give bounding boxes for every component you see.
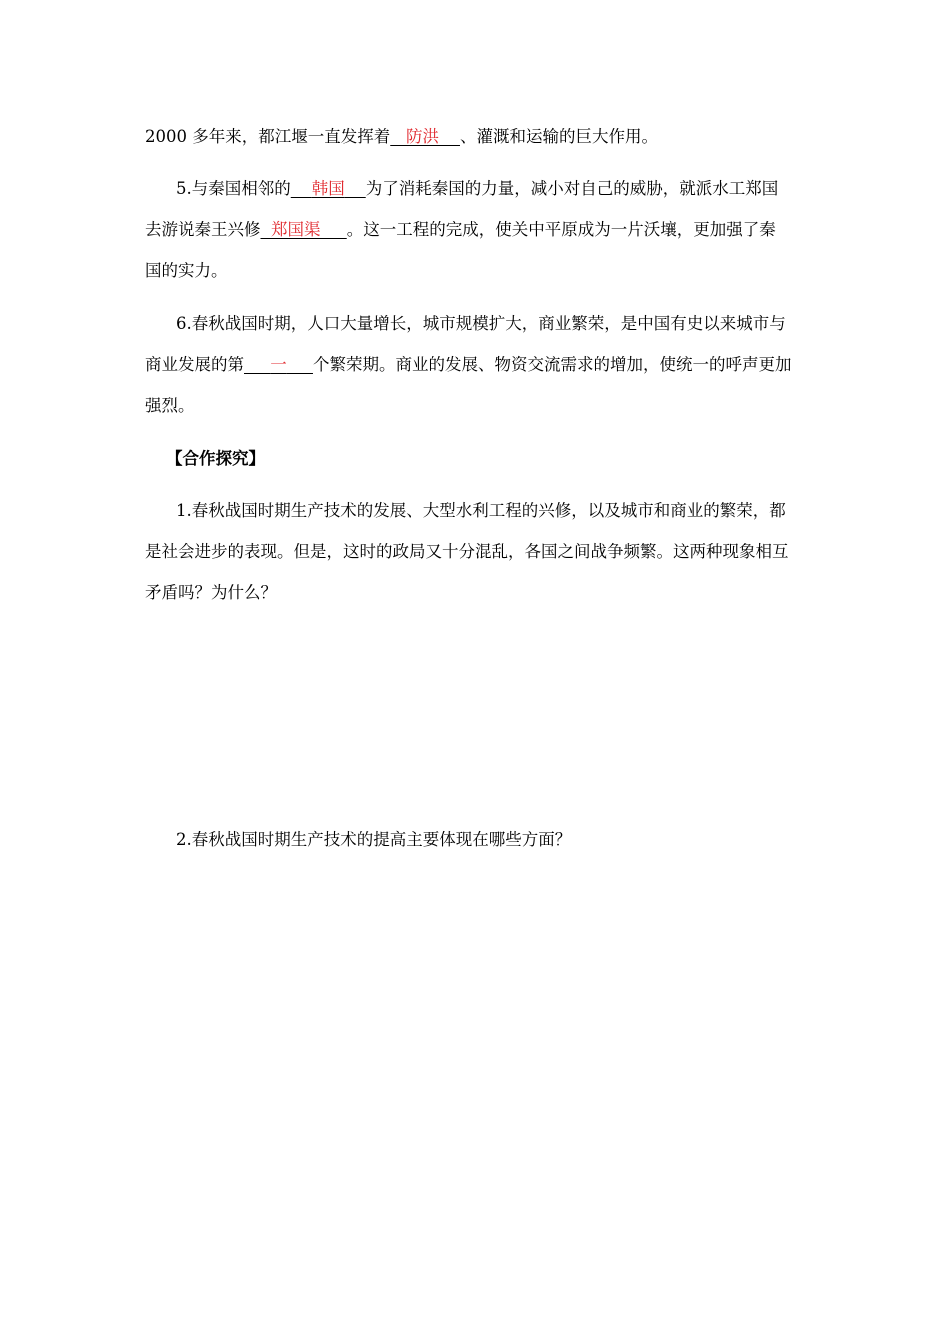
q5-answer-blank-1 [291,179,366,198]
q5-line-1 [176,178,778,200]
q6-line-3: 强烈。 [145,396,195,415]
q4-answer-text: 防洪 [406,127,439,146]
q6-answer-text: 一 [270,355,287,374]
q5-line-3: 国的实力。 [145,261,228,280]
q5-answer-blank-2 [261,220,347,239]
section-heading: 【合作探究】 [166,449,265,468]
q4-line-1 [145,126,658,148]
q5-answer-text-1: 韩国 [311,179,345,198]
q4-text-before-blank: 2000 多年来，都江堰一直发挥着 [145,127,391,146]
q4-answer-blank [390,127,460,146]
coop-q1-line-3: 矛盾吗？为什么？ [145,583,277,602]
coop-q2-line-1: 2.春秋战国时期生产技术的提高主要体现在哪些方面？ [176,830,572,849]
q5-line2-after-blank: 。这一工程的完成，使关中平原成为一片沃壤，更加强了秦 [346,220,776,239]
q5-answer-text-2: 郑国渠 [271,220,321,239]
q6-line-2 [145,354,791,376]
q6-text-before-blank: 商业发展的第 [145,355,244,374]
coop-q1-line-2: 是社会进步的表现。但是，这时的政局又十分混乱，各国之间战争频繁。这两种现象相互 [145,542,789,561]
q6-text-after-blank: 个繁荣期。商业的发展、物资交流需求的增加，使统一的呼声更加 [312,355,792,374]
q4-text-after-blank: 、灌溉和运输的巨大作用。 [459,127,658,146]
coop-q1-line-1: 1.春秋战国时期生产技术的发展、大型水利工程的兴修，以及城市和商业的繁荣，都 [176,501,786,520]
q6-answer-blank [244,355,313,374]
q6-line-1: 6.春秋战国时期，人口大量增长，城市规模扩大，商业繁荣，是中国有史以来城市与 [176,314,786,333]
q5-text-before-blank: 5.与秦国相邻的 [176,179,291,198]
q5-line2-before-blank: 去游说秦王兴修 [145,220,261,239]
q5-text-after-blank: 为了消耗秦国的力量，减小对自己的威胁，就派水工郑国 [365,179,779,198]
q5-line-2 [145,219,776,241]
